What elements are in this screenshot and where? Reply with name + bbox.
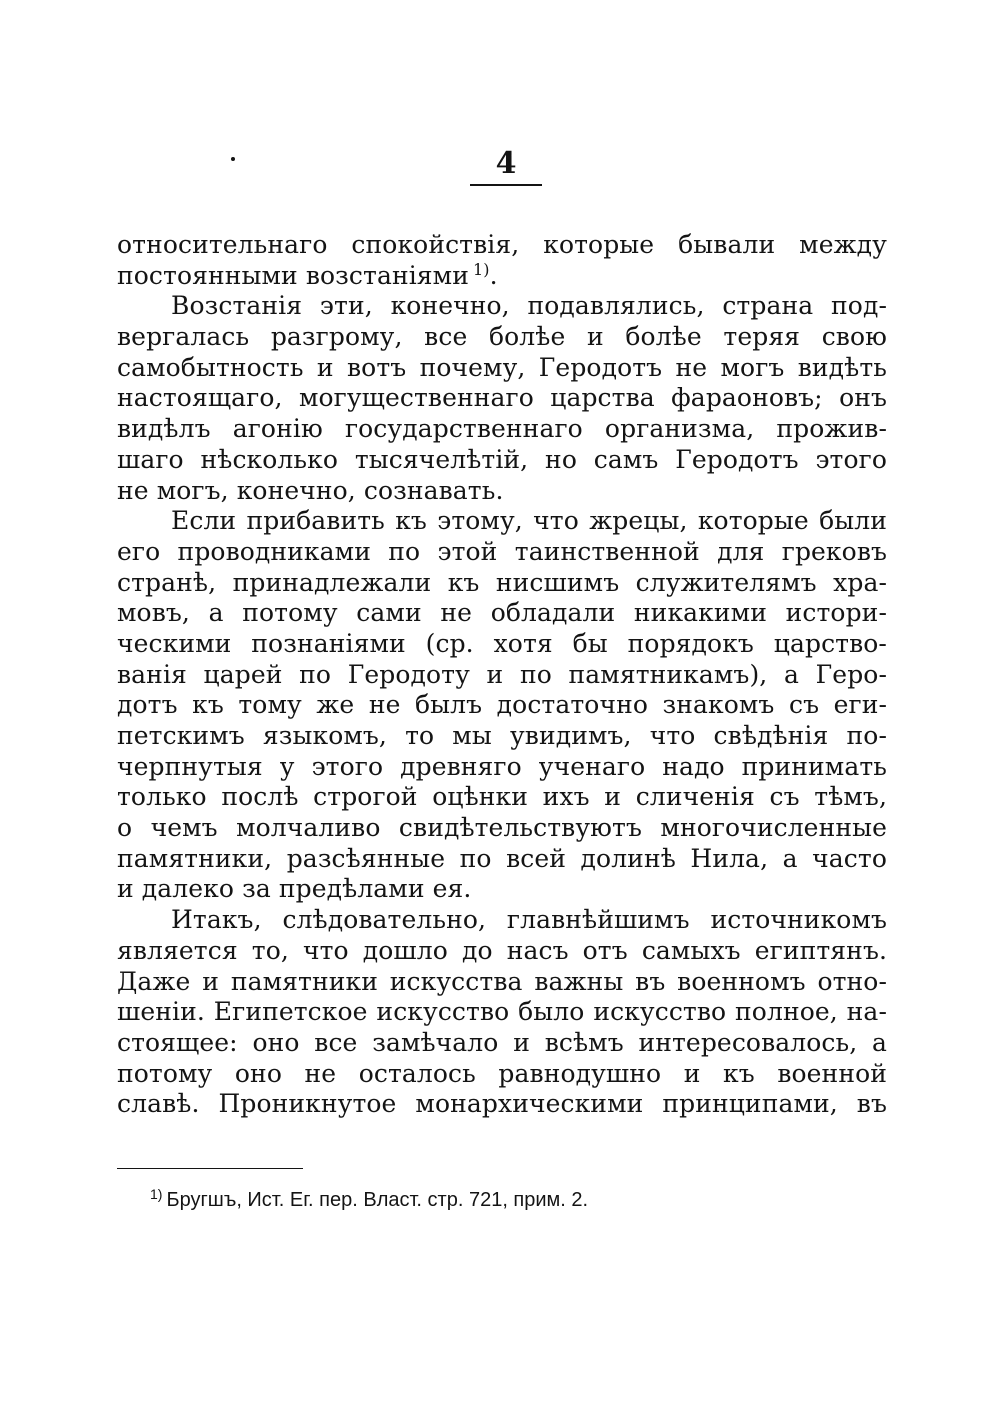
text-line: видѣлъ агонію государственнаго организма, прожив-: [117, 414, 887, 444]
text-line: славѣ. Проникнутое монархическими принципами, въ: [117, 1089, 887, 1119]
text-line: шаго нѣсколько тысячелѣтій, но самъ Геродотъ этого: [117, 444, 887, 474]
text-line: памятники, разсѣянные по всей долинѣ Нила, а часто: [117, 843, 887, 873]
text-line: странѣ, принадлежали къ нисшимъ служителямъ хра-: [117, 567, 887, 597]
text-line: потому оно не осталось равнодушно и къ военной: [117, 1058, 887, 1088]
text-line: Возстанія эти, конечно, подавлялись, страна под-: [171, 291, 887, 321]
text-line: о чемъ молчаливо свидѣтельствуютъ многочисленные: [117, 813, 887, 843]
text-line: самобытность и вотъ почему, Геродотъ не могъ видѣть: [117, 352, 887, 382]
text-line: дотъ къ тому же не былъ достаточно знакомъ съ еги-: [117, 690, 887, 720]
text-line: шеніи. Египетское искусство было искусство полное, на-: [117, 997, 887, 1027]
footnote-text: Бругшъ, Ист. Ег. пер. Власт. стр. 721, прим. 2.: [166, 1189, 589, 1211]
text-line: его проводниками по этой таинственной для грековъ: [117, 536, 887, 566]
print-speck: [231, 157, 235, 161]
text-line: относительнаго спокойствія, которые бывали между: [117, 230, 887, 259]
text-line: Даже и памятники искусства важны въ военномъ отно-: [117, 966, 887, 996]
text-line: постоянными возстаніями $^{1)}$.: [117, 259, 498, 290]
text-line-content: постоянными возстаніями: [117, 260, 469, 290]
text-line: мовъ, а потому сами не обладали никакими истори-: [117, 598, 887, 628]
page-number: 4: [495, 146, 517, 181]
text-line: ванія царей по Геродоту и по памятникамъ), а Геро-: [117, 659, 887, 689]
footnote-reference: 1): [472, 259, 490, 279]
footnote-separator: [117, 1168, 303, 1169]
text-line: петскимъ языкомъ, то мы увидимъ, что свѣдѣнія по-: [117, 721, 887, 750]
text-line: и далеко за предѣлами ея.: [117, 874, 472, 904]
body-text: [117, 230, 887, 1120]
text-line: черпнутыя у этого древняго ученаго надо принимать: [117, 751, 887, 781]
text-line: не могъ, конечно, сознавать.: [117, 475, 504, 505]
text-line: Если прибавить къ этому, что жрецы, которые были: [171, 506, 887, 536]
text-line: настоящаго, могущественнаго царства фараоновъ; онъ: [117, 383, 887, 413]
footnote: [150, 1186, 588, 1214]
text-line: является то, что дошло до насъ отъ самыхъ египтянъ.: [117, 935, 887, 965]
page-number-rule: [470, 184, 542, 186]
text-line: стоящее: оно все замѣчало и всѣмъ интересовалось, а: [117, 1027, 887, 1057]
text-line: Итакъ, слѣдовательно, главнѣйшимъ источникомъ: [171, 905, 887, 935]
text-line: вергалась разгрому, все болѣе и болѣе теряя свою: [117, 322, 887, 352]
footnote-mark: 1): [150, 1186, 163, 1202]
text-line: только послѣ строгой оцѣнки ихъ и сличенія съ тѣмъ,: [117, 782, 887, 812]
text-line: ческими познаніями (ср. хотя бы порядокъ царство-: [117, 628, 887, 658]
